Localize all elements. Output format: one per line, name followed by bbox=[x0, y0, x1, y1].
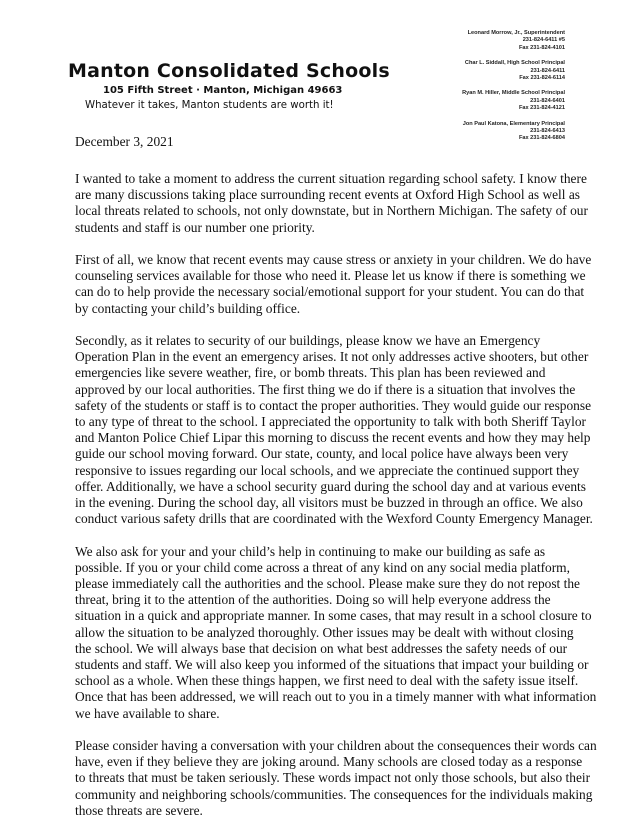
text-line: I wanted to take a moment to address the current situation regarding school safety. I know there bbox=[75, 171, 587, 186]
text-line: we have available to share. bbox=[75, 705, 220, 721]
staff-member bbox=[462, 30, 565, 52]
staff-member bbox=[462, 90, 565, 112]
staff-fax: Fax 231-824-4121 bbox=[518, 105, 565, 112]
letter-paragraph bbox=[75, 252, 592, 317]
school-name: Manton Consolidated Schools bbox=[68, 60, 390, 82]
text-line: those threats are severe. bbox=[75, 802, 203, 818]
text-line: counseling services available for those who need it. Please let us know if there is something we bbox=[75, 268, 586, 284]
text-line: to any type of threat to the school. I appreciated the opportunity to talk with both Sheriff Taylor bbox=[75, 414, 587, 430]
staff-name-title: Jon Paul Katona, Elementary Principal bbox=[462, 120, 565, 127]
text-line: school as a whole. When these things happen, we first need to deal with the safety issue itself. bbox=[75, 673, 579, 689]
letter-paragraph bbox=[75, 333, 593, 527]
text-line: the school. We will always base that decision on what best addresses the safety needs of our bbox=[75, 640, 568, 656]
text-line: have, even if they believe they are joking around. Many schools are closed today as a response bbox=[75, 754, 583, 770]
letter-paragraph bbox=[75, 171, 588, 236]
text-line: offer. Additionally, we have a school security guard during the school day and at various events bbox=[75, 478, 586, 494]
text-line: emergencies like severe weather, fire, or bomb threats. This plan has been reviewed and bbox=[75, 365, 546, 381]
text-line: Operation Plan in the event an emergency arises. It not only addresses active shooters, but other bbox=[75, 349, 589, 365]
letter-paragraph bbox=[75, 543, 597, 722]
staff-fax: Fax 231-824-4101 bbox=[518, 44, 565, 51]
text-line: by contacting your child’s building office. bbox=[75, 300, 301, 316]
staff-member bbox=[462, 121, 565, 143]
text-line: Once that has been addressed, we will reach out to you in a timely manner with what information bbox=[75, 689, 597, 705]
staff-member bbox=[462, 60, 565, 82]
letter-paragraph bbox=[75, 738, 597, 819]
staff-phone: 231-824-6411 bbox=[530, 67, 565, 74]
school-address: 105 Fifth Street · Manton, Michigan 49663 bbox=[103, 85, 343, 96]
text-line: possible. If you or your child come across a threat of any kind on any social media platform, bbox=[75, 559, 570, 575]
text-line: situation in a quick and appropriate manner. In some cases, that may result in a school closure to bbox=[75, 608, 592, 624]
text-line: threat, bring it to the attention of the authorities. Doing so will help everyone address the bbox=[75, 592, 551, 608]
staff-phone: 231-824-6401 bbox=[530, 97, 565, 104]
text-line: and Manton Police Chief Lipar this morning to discuss the recent events and how they may help bbox=[75, 430, 591, 446]
letter-body bbox=[75, 171, 597, 835]
staff-fax: Fax 231-824-6804 bbox=[518, 135, 565, 142]
text-line: conduct various safety drills that are coordinated with the Wexford County Emergency Manager. bbox=[75, 511, 593, 527]
staff-directory bbox=[462, 30, 565, 151]
text-line: can do to help provide the necessary social/emotional support for your student. You can do that bbox=[75, 284, 585, 300]
text-line: please immediately call the authorities and the school. Please make sure they do not repost the bbox=[75, 576, 580, 592]
text-line: community and neighboring schools/communities. The consequences for the individuals making bbox=[75, 786, 593, 802]
text-line: approved by our local authorities. The first thing we do if there is a situation that involves the bbox=[75, 381, 576, 397]
staff-name-title: Leonard Morrow, Jr., Superintendent bbox=[467, 30, 565, 36]
text-line: are many discussions taking place surrounding recent events at Oxford High School as well as bbox=[75, 187, 580, 203]
text-line: We also ask for your and your child’s help in continuing to make our building as safe as bbox=[75, 543, 546, 559]
text-line: allow the situation to be analyzed thoroughly. Other issues may be dealt with without closing bbox=[75, 624, 574, 640]
text-line: students and staff is our number one priority. bbox=[75, 219, 315, 235]
staff-phone: 231-824-6413 bbox=[530, 128, 565, 135]
school-tagline: Whatever it takes, Manton students are worth it! bbox=[85, 100, 334, 111]
text-line: local threats related to schools, not only downstate, but in Northern Michigan. The safety of our bbox=[75, 203, 588, 219]
text-line: Secondly, as it relates to security of our buildings, please know we have an Emergency bbox=[75, 333, 541, 348]
text-line: responsive to issues regarding our local schools, and we appreciate the continued support they bbox=[75, 462, 580, 478]
letter-date: December 3, 2021 bbox=[75, 134, 174, 149]
text-line: guide our school moving forward. Our state, county, and local police have always been very bbox=[75, 446, 569, 462]
staff-phone: 231-824-6411 #5 bbox=[522, 37, 565, 44]
staff-name-title: Ryan M. Hiller, Middle School Principal bbox=[462, 90, 565, 97]
text-line: Please consider having a conversation with your children about the consequences their words can bbox=[75, 738, 597, 754]
staff-name-title: Char L. Siddall, High School Principal bbox=[464, 60, 565, 67]
text-line: in the evening. During the school day, all visitors must be buzzed in through an office. We also bbox=[75, 495, 583, 511]
text-line: First of all, we know that recent events may cause stress or anxiety in your children. We do have bbox=[75, 252, 592, 267]
staff-fax: Fax 231-824-6114 bbox=[519, 75, 565, 82]
text-line: students and staff. We will also keep you informed of the situations that impact your building or bbox=[75, 657, 589, 673]
text-line: safety of the students or staff is to contact the proper authorities. They would guide our response bbox=[75, 397, 592, 413]
text-line: to threats that must be taken seriously. These words impact not only those schools, but also their bbox=[75, 770, 591, 786]
